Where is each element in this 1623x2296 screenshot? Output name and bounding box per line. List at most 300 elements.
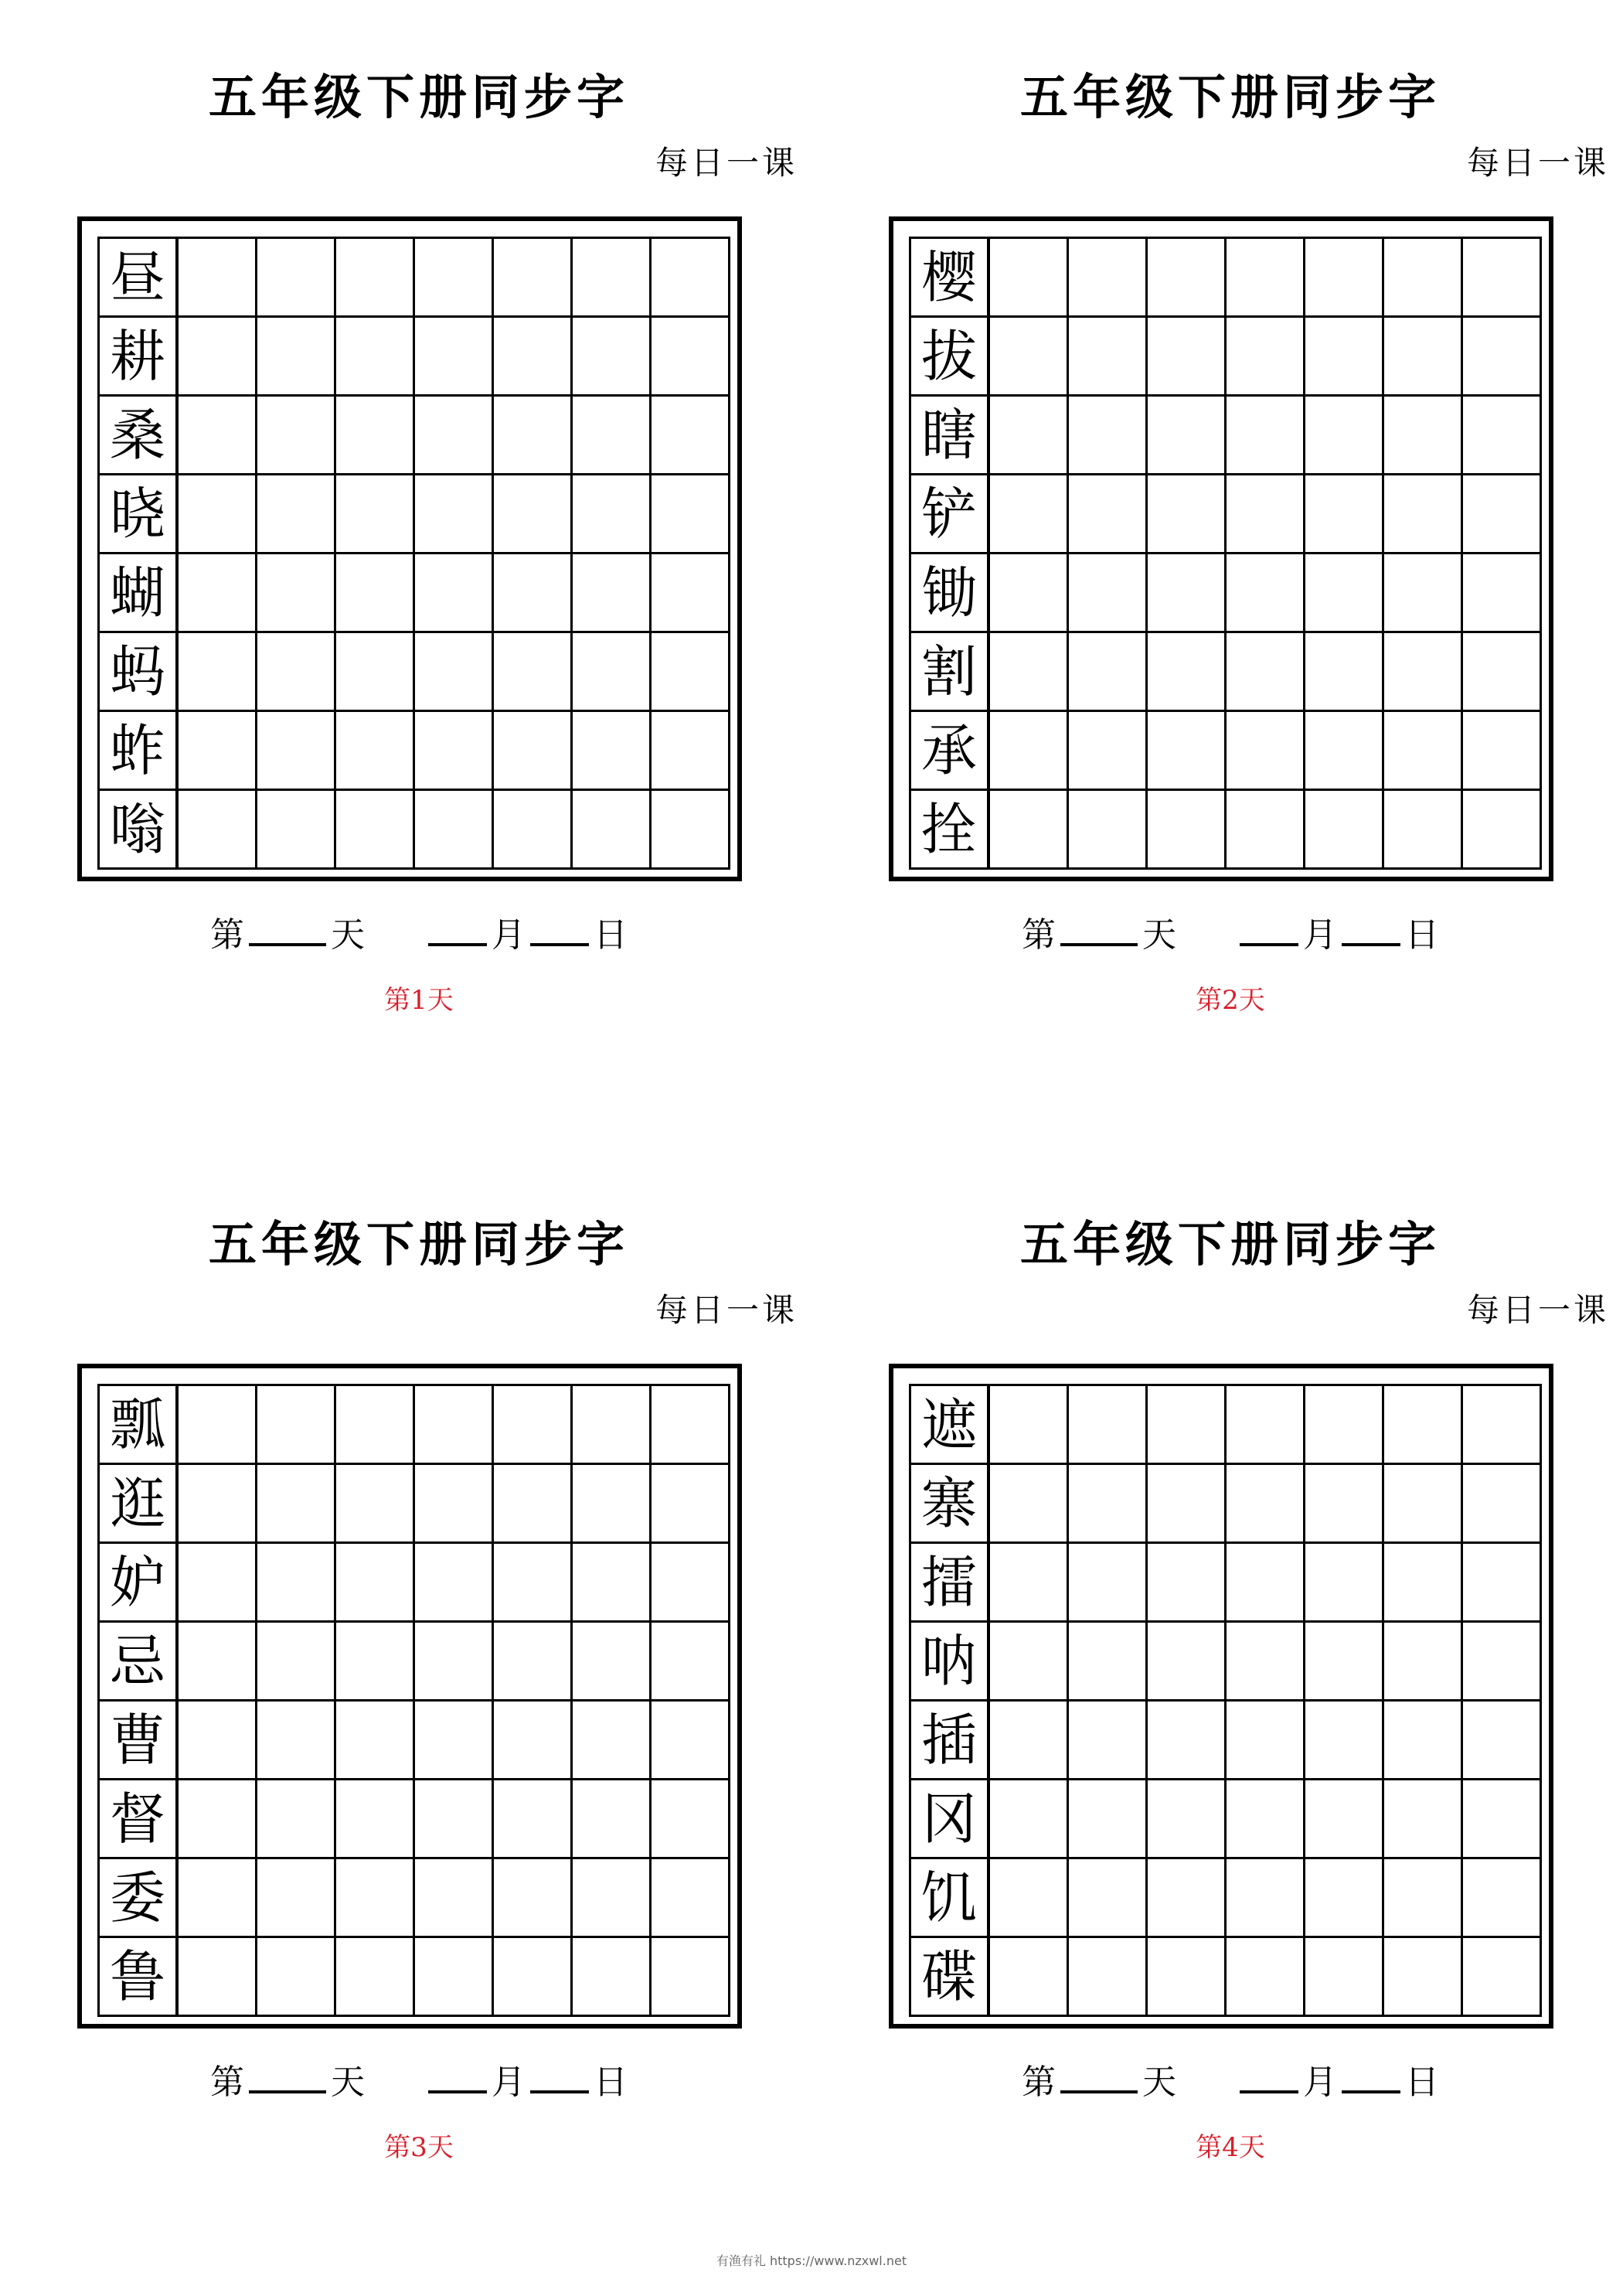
practice-cell[interactable]: [415, 1938, 494, 2017]
practice-cell[interactable]: [494, 1859, 573, 1938]
day-label: 第4天: [1196, 2132, 1265, 2163]
practice-cell[interactable]: [415, 633, 494, 712]
sheet-subtitle: 每日一课: [1466, 144, 1609, 182]
sheet-title: 五年级下册同步字: [208, 1216, 629, 1272]
practice-cell[interactable]: [1227, 239, 1305, 318]
practice-cell[interactable]: [415, 1623, 494, 1702]
model-character-cell: 铲: [911, 475, 990, 554]
practice-cell[interactable]: [179, 475, 257, 554]
practice-cell[interactable]: [1463, 1544, 1542, 1623]
practice-cell[interactable]: [990, 397, 1069, 475]
practice-cell[interactable]: [257, 318, 336, 397]
practice-cell[interactable]: [336, 239, 415, 318]
practice-cell[interactable]: [1384, 318, 1463, 397]
month-blank[interactable]: [428, 912, 487, 946]
practice-cell[interactable]: [494, 1780, 573, 1859]
practice-cell[interactable]: [652, 1702, 730, 1780]
practice-cell[interactable]: [652, 633, 730, 712]
practice-cell[interactable]: [1305, 397, 1384, 475]
practice-cell[interactable]: [494, 633, 573, 712]
day-prefix: 第: [1022, 2063, 1056, 2102]
month-blank[interactable]: [428, 2059, 487, 2093]
practice-cell[interactable]: [1148, 1702, 1227, 1780]
writing-grid: [97, 1384, 730, 2017]
practice-cell[interactable]: [1463, 475, 1542, 554]
practice-cell[interactable]: [1069, 633, 1148, 712]
practice-cell[interactable]: [1227, 318, 1305, 397]
model-character-cell: 饥: [911, 1859, 990, 1938]
practice-cell[interactable]: [573, 1623, 652, 1702]
practice-cell[interactable]: [1148, 791, 1227, 870]
practice-cell[interactable]: [1305, 1859, 1384, 1938]
practice-cell[interactable]: [652, 318, 730, 397]
practice-cell[interactable]: [1305, 239, 1384, 318]
practice-cell[interactable]: [336, 318, 415, 397]
practice-cell[interactable]: [494, 1623, 573, 1702]
practice-cell[interactable]: [990, 475, 1069, 554]
practice-sheet-2: [883, 0, 1609, 1082]
practice-cell[interactable]: [1227, 1465, 1305, 1544]
sheet-subtitle: 每日一课: [655, 144, 798, 182]
practice-cell[interactable]: [1305, 1544, 1384, 1623]
practice-cell[interactable]: [1384, 1544, 1463, 1623]
model-character-cell: 曹: [100, 1702, 179, 1780]
practice-cell[interactable]: [1463, 1780, 1542, 1859]
day-number-blank[interactable]: [249, 912, 326, 946]
practice-cell[interactable]: [336, 712, 415, 791]
practice-cell[interactable]: [1148, 1623, 1227, 1702]
practice-cell[interactable]: [179, 1544, 257, 1623]
practice-cell[interactable]: [573, 239, 652, 318]
month-label: 月: [492, 915, 526, 955]
date-label: 日: [1405, 915, 1439, 955]
practice-cell[interactable]: [336, 1859, 415, 1938]
model-character-cell: 碟: [911, 1938, 990, 2017]
practice-cell[interactable]: [652, 1623, 730, 1702]
model-character-cell: 鲁: [100, 1938, 179, 2017]
model-character-cell: 瓢: [100, 1386, 179, 1465]
day-label: 第2天: [1196, 985, 1265, 1016]
practice-cell[interactable]: [1384, 397, 1463, 475]
practice-cell[interactable]: [257, 1780, 336, 1859]
practice-cell[interactable]: [1463, 1702, 1542, 1780]
date-blank[interactable]: [1342, 912, 1400, 946]
practice-cell[interactable]: [1227, 475, 1305, 554]
practice-cell[interactable]: [336, 1702, 415, 1780]
practice-cell[interactable]: [1305, 1386, 1384, 1465]
practice-cell[interactable]: [336, 1623, 415, 1702]
practice-cell[interactable]: [179, 1386, 257, 1465]
practice-cell[interactable]: [1227, 1386, 1305, 1465]
practice-cell[interactable]: [1463, 397, 1542, 475]
practice-cell[interactable]: [179, 1938, 257, 2017]
practice-cell[interactable]: [179, 791, 257, 870]
practice-cell[interactable]: [1148, 712, 1227, 791]
practice-cell[interactable]: [336, 475, 415, 554]
practice-cell[interactable]: [1148, 1386, 1227, 1465]
practice-cell[interactable]: [336, 1780, 415, 1859]
practice-cell[interactable]: [1227, 397, 1305, 475]
month-label: 月: [1303, 2063, 1337, 2102]
day-number-blank[interactable]: [1060, 2059, 1138, 2093]
practice-cell[interactable]: [573, 397, 652, 475]
practice-cell[interactable]: [1069, 1544, 1148, 1623]
model-character-cell: 晓: [100, 475, 179, 554]
practice-cell[interactable]: [990, 554, 1069, 633]
date-blank[interactable]: [530, 912, 589, 946]
practice-cell[interactable]: [573, 1938, 652, 2017]
date-blank[interactable]: [1342, 2059, 1400, 2093]
practice-cell[interactable]: [1069, 475, 1148, 554]
practice-cell[interactable]: [336, 1386, 415, 1465]
practice-cell[interactable]: [1069, 1780, 1148, 1859]
practice-cell[interactable]: [1384, 554, 1463, 633]
practice-cell[interactable]: [990, 1859, 1069, 1938]
practice-cell[interactable]: [1227, 712, 1305, 791]
practice-cell[interactable]: [494, 318, 573, 397]
practice-cell[interactable]: [494, 1938, 573, 2017]
practice-cell[interactable]: [336, 1544, 415, 1623]
practice-cell[interactable]: [1384, 1780, 1463, 1859]
practice-cell[interactable]: [652, 712, 730, 791]
practice-cell[interactable]: [415, 1465, 494, 1544]
practice-cell[interactable]: [1463, 239, 1542, 318]
practice-cell[interactable]: [1384, 791, 1463, 870]
practice-cell[interactable]: [415, 1386, 494, 1465]
practice-cell[interactable]: [494, 1386, 573, 1465]
practice-cell[interactable]: [652, 475, 730, 554]
day-prefix: 第: [210, 915, 244, 955]
practice-cell[interactable]: [990, 239, 1069, 318]
practice-cell[interactable]: [1148, 397, 1227, 475]
model-character-cell: 瞎: [911, 397, 990, 475]
practice-cell[interactable]: [573, 1780, 652, 1859]
practice-cell[interactable]: [990, 712, 1069, 791]
practice-cell[interactable]: [1305, 1465, 1384, 1544]
practice-cell[interactable]: [1227, 1780, 1305, 1859]
model-character-cell: 拔: [911, 318, 990, 397]
practice-cell[interactable]: [494, 1544, 573, 1623]
practice-cell[interactable]: [1384, 1465, 1463, 1544]
practice-cell[interactable]: [990, 791, 1069, 870]
model-character-cell: 插: [911, 1702, 990, 1780]
practice-cell[interactable]: [1148, 475, 1227, 554]
practice-cell[interactable]: [1069, 1386, 1148, 1465]
practice-cell[interactable]: [1069, 1938, 1148, 2017]
model-character-cell: 委: [100, 1859, 179, 1938]
practice-cell[interactable]: [1463, 1386, 1542, 1465]
practice-cell[interactable]: [652, 397, 730, 475]
practice-cell[interactable]: [1305, 554, 1384, 633]
writing-grid-frame: [77, 216, 742, 881]
practice-cell[interactable]: [415, 554, 494, 633]
practice-cell[interactable]: [652, 1386, 730, 1465]
practice-cell[interactable]: [179, 1623, 257, 1702]
date-label: 日: [1405, 2063, 1439, 2102]
practice-cell[interactable]: [573, 1386, 652, 1465]
practice-cell[interactable]: [494, 554, 573, 633]
model-character-cell: 逛: [100, 1465, 179, 1544]
practice-cell[interactable]: [179, 1465, 257, 1544]
practice-cell[interactable]: [1305, 1938, 1384, 2017]
practice-cell[interactable]: [1069, 712, 1148, 791]
model-character-cell: 桑: [100, 397, 179, 475]
practice-sheet-4: [883, 1147, 1609, 2230]
practice-cell[interactable]: [573, 633, 652, 712]
practice-cell[interactable]: [1148, 1780, 1227, 1859]
practice-cell[interactable]: [179, 318, 257, 397]
day-prefix: 第: [1022, 915, 1056, 955]
practice-cell[interactable]: [336, 397, 415, 475]
sheet-title: 五年级下册同步字: [208, 69, 629, 125]
practice-cell[interactable]: [494, 1465, 573, 1544]
practice-cell[interactable]: [1463, 633, 1542, 712]
date-line: [883, 2059, 1578, 2106]
practice-cell[interactable]: [179, 633, 257, 712]
practice-cell[interactable]: [1384, 475, 1463, 554]
practice-cell[interactable]: [1148, 1544, 1227, 1623]
practice-cell[interactable]: [179, 239, 257, 318]
practice-cell[interactable]: [1384, 1859, 1463, 1938]
practice-cell[interactable]: [1384, 1623, 1463, 1702]
practice-cell[interactable]: [257, 1938, 336, 2017]
practice-cell[interactable]: [415, 791, 494, 870]
practice-cell[interactable]: [1384, 1386, 1463, 1465]
day-number-blank[interactable]: [249, 2059, 326, 2093]
practice-cell[interactable]: [1463, 1623, 1542, 1702]
month-blank[interactable]: [1240, 2059, 1298, 2093]
writing-grid-frame: [889, 216, 1553, 881]
practice-cell[interactable]: [257, 1544, 336, 1623]
practice-cell[interactable]: [1148, 318, 1227, 397]
practice-cell[interactable]: [257, 397, 336, 475]
practice-cell[interactable]: [1148, 554, 1227, 633]
model-character-cell: 樱: [911, 239, 990, 318]
practice-cell[interactable]: [336, 1938, 415, 2017]
practice-cell[interactable]: [1463, 1465, 1542, 1544]
date-line: [883, 912, 1578, 959]
practice-cell[interactable]: [1305, 1780, 1384, 1859]
practice-cell[interactable]: [1463, 712, 1542, 791]
practice-cell[interactable]: [1463, 1938, 1542, 2017]
practice-cell[interactable]: [652, 791, 730, 870]
practice-cell[interactable]: [494, 397, 573, 475]
practice-cell[interactable]: [415, 1702, 494, 1780]
practice-cell[interactable]: [494, 791, 573, 870]
practice-cell[interactable]: [1069, 554, 1148, 633]
writing-grid: [909, 237, 1542, 870]
day-number-blank[interactable]: [1060, 912, 1138, 946]
model-character-cell: 擂: [911, 1544, 990, 1623]
practice-cell[interactable]: [1463, 554, 1542, 633]
practice-cell[interactable]: [415, 712, 494, 791]
practice-cell[interactable]: [179, 397, 257, 475]
practice-cell[interactable]: [1148, 1938, 1227, 2017]
practice-cell[interactable]: [336, 633, 415, 712]
practice-cell[interactable]: [1069, 1859, 1148, 1938]
model-character-cell: 督: [100, 1780, 179, 1859]
practice-cell[interactable]: [1305, 712, 1384, 791]
practice-cell[interactable]: [336, 1465, 415, 1544]
practice-cell[interactable]: [990, 318, 1069, 397]
writing-grid-frame: [77, 1364, 742, 2029]
practice-cell[interactable]: [179, 1702, 257, 1780]
practice-cell[interactable]: [1384, 712, 1463, 791]
day-suffix: 天: [1142, 2063, 1176, 2102]
practice-cell[interactable]: [1227, 791, 1305, 870]
practice-cell[interactable]: [990, 1386, 1069, 1465]
practice-cell[interactable]: [1227, 554, 1305, 633]
practice-cell[interactable]: [1305, 791, 1384, 870]
practice-cell[interactable]: [1305, 318, 1384, 397]
practice-cell[interactable]: [494, 239, 573, 318]
practice-cell[interactable]: [179, 1859, 257, 1938]
practice-cell[interactable]: [1227, 1859, 1305, 1938]
model-character-cell: 呐: [911, 1623, 990, 1702]
practice-cell[interactable]: [1227, 633, 1305, 712]
practice-cell[interactable]: [652, 554, 730, 633]
practice-cell[interactable]: [1463, 1859, 1542, 1938]
model-character-cell: 昼: [100, 239, 179, 318]
date-label: 日: [594, 2063, 628, 2102]
day-label: 第3天: [384, 2132, 454, 2163]
practice-cell[interactable]: [652, 239, 730, 318]
model-character-cell: 冈: [911, 1780, 990, 1859]
practice-cell[interactable]: [573, 1859, 652, 1938]
model-character-cell: 锄: [911, 554, 990, 633]
practice-cell[interactable]: [990, 1780, 1069, 1859]
practice-cell[interactable]: [494, 475, 573, 554]
practice-cell[interactable]: [179, 554, 257, 633]
practice-cell[interactable]: [573, 475, 652, 554]
practice-cell[interactable]: [652, 1780, 730, 1859]
practice-cell[interactable]: [990, 1544, 1069, 1623]
practice-cell[interactable]: [257, 554, 336, 633]
practice-cell[interactable]: [1069, 397, 1148, 475]
date-blank[interactable]: [530, 2059, 589, 2093]
writing-grid: [909, 1384, 1542, 2017]
practice-cell[interactable]: [415, 1859, 494, 1938]
practice-cell[interactable]: [1305, 633, 1384, 712]
writing-grid: [97, 237, 730, 870]
practice-cell[interactable]: [990, 1938, 1069, 2017]
practice-cell[interactable]: [257, 239, 336, 318]
practice-cell[interactable]: [652, 1465, 730, 1544]
writing-grid-frame: [889, 1364, 1553, 2029]
practice-cell[interactable]: [257, 712, 336, 791]
practice-cell[interactable]: [257, 1386, 336, 1465]
practice-cell[interactable]: [1069, 318, 1148, 397]
model-character-cell: 割: [911, 633, 990, 712]
practice-cell[interactable]: [1305, 1623, 1384, 1702]
model-character-cell: 承: [911, 712, 990, 791]
practice-cell[interactable]: [415, 1544, 494, 1623]
practice-cell[interactable]: [257, 633, 336, 712]
practice-cell[interactable]: [257, 475, 336, 554]
practice-cell[interactable]: [257, 1702, 336, 1780]
model-character-cell: 寨: [911, 1465, 990, 1544]
practice-cell[interactable]: [1069, 239, 1148, 318]
practice-cell[interactable]: [257, 1623, 336, 1702]
practice-cell[interactable]: [1463, 791, 1542, 870]
model-character-cell: 嗡: [100, 791, 179, 870]
practice-sheet-1: [71, 0, 798, 1082]
practice-cell[interactable]: [1069, 1623, 1148, 1702]
practice-cell[interactable]: [1384, 1702, 1463, 1780]
practice-cell[interactable]: [1305, 1702, 1384, 1780]
practice-cell[interactable]: [1227, 1623, 1305, 1702]
practice-cell[interactable]: [573, 712, 652, 791]
practice-cell[interactable]: [179, 712, 257, 791]
practice-cell[interactable]: [573, 1465, 652, 1544]
practice-cell[interactable]: [1148, 239, 1227, 318]
model-character-cell: 蚱: [100, 712, 179, 791]
model-character-cell: 拴: [911, 791, 990, 870]
practice-cell[interactable]: [494, 712, 573, 791]
practice-cell[interactable]: [415, 239, 494, 318]
practice-cell[interactable]: [1148, 1465, 1227, 1544]
practice-cell[interactable]: [652, 1938, 730, 2017]
model-character-cell: 遮: [911, 1386, 990, 1465]
practice-cell[interactable]: [990, 633, 1069, 712]
model-character-cell: 妒: [100, 1544, 179, 1623]
practice-cell[interactable]: [1463, 318, 1542, 397]
practice-cell[interactable]: [573, 318, 652, 397]
practice-cell[interactable]: [1148, 1859, 1227, 1938]
practice-cell[interactable]: [1069, 791, 1148, 870]
practice-cell[interactable]: [257, 1859, 336, 1938]
practice-cell[interactable]: [257, 791, 336, 870]
practice-cell[interactable]: [573, 1702, 652, 1780]
sheet-subtitle: 每日一课: [655, 1291, 798, 1329]
practice-cell[interactable]: [257, 1465, 336, 1544]
practice-cell[interactable]: [415, 1780, 494, 1859]
practice-cell[interactable]: [573, 791, 652, 870]
practice-cell[interactable]: [652, 1859, 730, 1938]
practice-cell[interactable]: [990, 1465, 1069, 1544]
practice-cell[interactable]: [573, 554, 652, 633]
month-blank[interactable]: [1240, 912, 1298, 946]
practice-cell[interactable]: [1227, 1702, 1305, 1780]
practice-cell[interactable]: [1384, 633, 1463, 712]
practice-cell[interactable]: [990, 1702, 1069, 1780]
practice-cell[interactable]: [990, 1623, 1069, 1702]
day-suffix: 天: [1142, 915, 1176, 955]
practice-cell[interactable]: [1227, 1544, 1305, 1623]
practice-cell[interactable]: [415, 475, 494, 554]
practice-cell[interactable]: [1148, 633, 1227, 712]
practice-cell[interactable]: [1384, 1938, 1463, 2017]
practice-cell[interactable]: [1305, 475, 1384, 554]
practice-cell[interactable]: [415, 397, 494, 475]
practice-cell[interactable]: [336, 554, 415, 633]
practice-cell[interactable]: [1384, 239, 1463, 318]
practice-cell[interactable]: [573, 1544, 652, 1623]
practice-cell[interactable]: [652, 1544, 730, 1623]
practice-cell[interactable]: [415, 318, 494, 397]
sheet-title: 五年级下册同步字: [1019, 69, 1441, 125]
practice-cell[interactable]: [336, 791, 415, 870]
practice-cell[interactable]: [494, 1702, 573, 1780]
practice-cell[interactable]: [1069, 1702, 1148, 1780]
practice-cell[interactable]: [1227, 1938, 1305, 2017]
sheet-subtitle: 每日一课: [1466, 1291, 1609, 1329]
day-suffix: 天: [331, 915, 365, 955]
practice-cell[interactable]: [179, 1780, 257, 1859]
day-label: 第1天: [384, 985, 454, 1016]
practice-cell[interactable]: [1069, 1465, 1148, 1544]
model-character-cell: 忌: [100, 1623, 179, 1702]
